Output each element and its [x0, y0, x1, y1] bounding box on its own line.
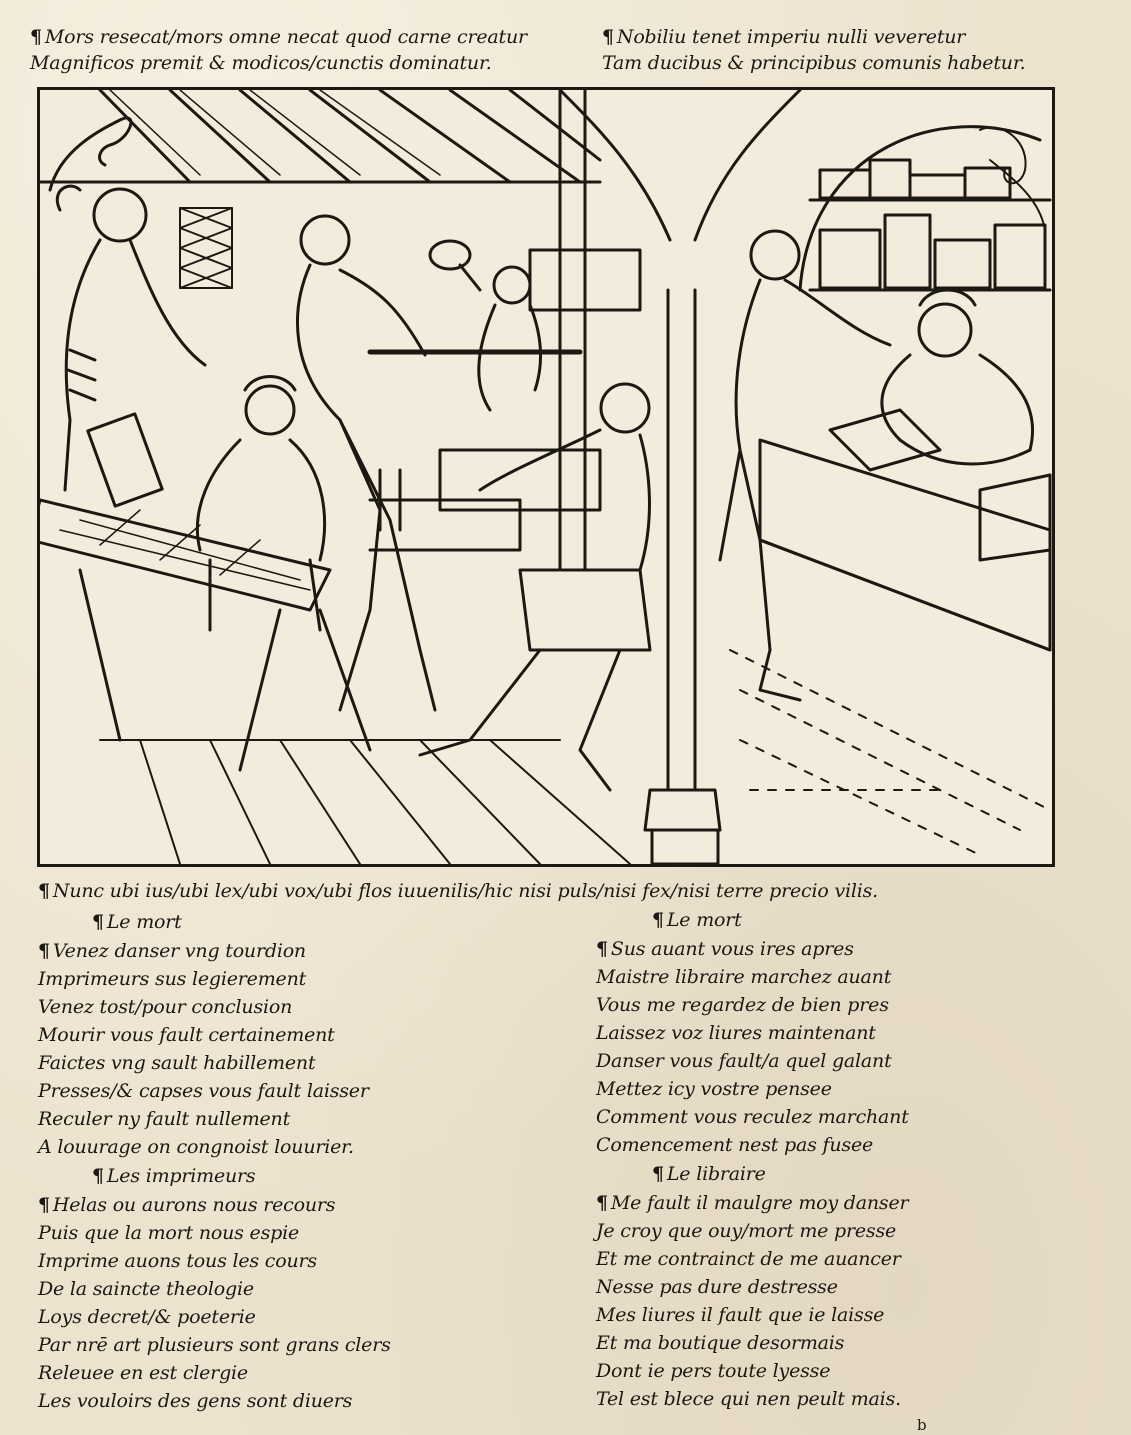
apprentice-figure	[420, 384, 650, 790]
pilcrow-icon: ¶	[92, 1165, 104, 1187]
right-stanza1-line5: Danser vous fault/a quel galant	[596, 1050, 892, 1072]
compositor-figure	[197, 377, 324, 631]
speaker-le-mort-right: ¶ Le mort	[652, 909, 742, 931]
bookseller-figure	[882, 290, 1033, 464]
left-stanza2-line1: ¶ Helas ou aurons nous recours	[38, 1194, 336, 1216]
left-stanza1-line5: Faictes vng sault habillement	[38, 1052, 316, 1074]
left-stanza2-line3: Imprime auons tous les cours	[38, 1250, 317, 1272]
speaker-les-imprimeurs: ¶ Les imprimeurs	[92, 1165, 256, 1187]
top-left-verse-2: Magnificos premit & modicos/cunctis dominatur.	[30, 52, 492, 74]
left-stanza1-line4: Mourir vous fault certainement	[38, 1024, 335, 1046]
scroll-ornament-left	[50, 118, 131, 210]
right-stanza2-line6: Et ma boutique desormais	[596, 1332, 845, 1354]
printing-shop-woodcut	[40, 90, 1052, 864]
right-stanza1-line8: Comencement nest pas fusee	[596, 1134, 874, 1156]
right-stanza1-line1: ¶ Sus auant vous ires apres	[596, 938, 854, 960]
central-pillar	[560, 90, 800, 864]
left-stanza2-line5: Loys decret/& poeterie	[38, 1306, 256, 1328]
right-arch	[800, 127, 1040, 290]
left-stanza2-line6: Par nrē art plusieurs sont grans clers	[38, 1334, 391, 1356]
right-stanza2-line1: ¶ Me fault il maulgre moy danser	[596, 1192, 909, 1214]
left-stanza2-line4: De la saincte theologie	[38, 1278, 254, 1300]
right-stanza1-line7: Comment vous reculez marchant	[596, 1106, 909, 1128]
woodcut-illustration	[37, 87, 1055, 867]
pilcrow-icon: ¶	[92, 911, 104, 933]
skeleton-center	[298, 216, 435, 710]
left-stanza1-line7: Reculer ny fault nullement	[38, 1108, 291, 1130]
right-stanza2-line8: Tel est blece qui nen peult mais.	[596, 1388, 901, 1410]
speaker-le-mort-left: ¶ Le mort	[92, 911, 182, 933]
left-stanza2-line7: Releuee en est clergie	[38, 1362, 248, 1384]
pilcrow-icon: ¶	[602, 26, 614, 48]
right-stanza2-line4: Nesse pas dure destresse	[596, 1276, 838, 1298]
left-stanza1-line6: Presses/& capses vous fault laisser	[38, 1080, 369, 1102]
right-stanza1-line4: Laissez voz liures maintenant	[596, 1022, 876, 1044]
right-stanza2-line5: Mes liures il fault que ie laisse	[596, 1304, 885, 1326]
top-left-verse-1: ¶ Mors resecat/mors omne necat quod carne creatur	[30, 26, 527, 48]
pilcrow-icon: ¶	[596, 938, 608, 960]
pilcrow-icon: ¶	[30, 26, 42, 48]
left-stanza2-line2: Puis que la mort nous espie	[38, 1222, 300, 1244]
left-stanza1-line8: A louurage on congnoist louurier.	[38, 1136, 354, 1158]
left-stanza1-line2: Imprimeurs sus legierement	[38, 968, 307, 990]
pilcrow-icon: ¶	[652, 909, 664, 931]
right-stanza1-line3: Vous me regardez de bien pres	[596, 994, 889, 1016]
right-stanza1-line2: Maistre libraire marchez auant	[596, 966, 892, 988]
left-stanza1-line3: Venez tost/pour conclusion	[38, 996, 293, 1018]
top-right-verse-1: ¶ Nobiliu tenet imperiu nulli veveretur	[602, 26, 966, 48]
pilcrow-icon: ¶	[38, 880, 50, 902]
skeleton-left	[65, 189, 205, 490]
latin-verse: ¶ Nunc ubi ius/ubi lex/ubi vox/ubi flos iuuenilis/hic nisi puls/nisi fex/nisi terre precio vilis.	[38, 880, 878, 902]
pilcrow-icon: ¶	[652, 1163, 664, 1185]
speaker-le-libraire: ¶ Le libraire	[652, 1163, 766, 1185]
top-right-verse-2: Tam ducibus & principibus comunis habetur.	[602, 52, 1026, 74]
folio-signature: b	[917, 1416, 927, 1434]
window-lattice	[180, 208, 232, 288]
scroll-ornament-right	[980, 127, 1045, 230]
left-stanza2-line8: Les vouloirs des gens sont diuers	[38, 1390, 353, 1412]
right-stanza1-line6: Mettez icy vostre pensee	[596, 1078, 832, 1100]
right-stanza2-line7: Dont ie pers toute lyesse	[596, 1360, 831, 1382]
right-stanza2-line2: Je croy que ouy/mort me presse	[596, 1220, 897, 1242]
right-stanza2-line3: Et me contrainct de me auancer	[596, 1248, 901, 1270]
left-stanza1-line1: ¶ Venez danser vng tourdion	[38, 940, 306, 962]
pilcrow-icon: ¶	[38, 1194, 50, 1216]
pilcrow-icon: ¶	[596, 1192, 608, 1214]
pilcrow-icon: ¶	[38, 940, 50, 962]
shop-counter	[760, 410, 1050, 650]
pressman-figure	[430, 241, 540, 410]
composing-table	[40, 414, 370, 770]
